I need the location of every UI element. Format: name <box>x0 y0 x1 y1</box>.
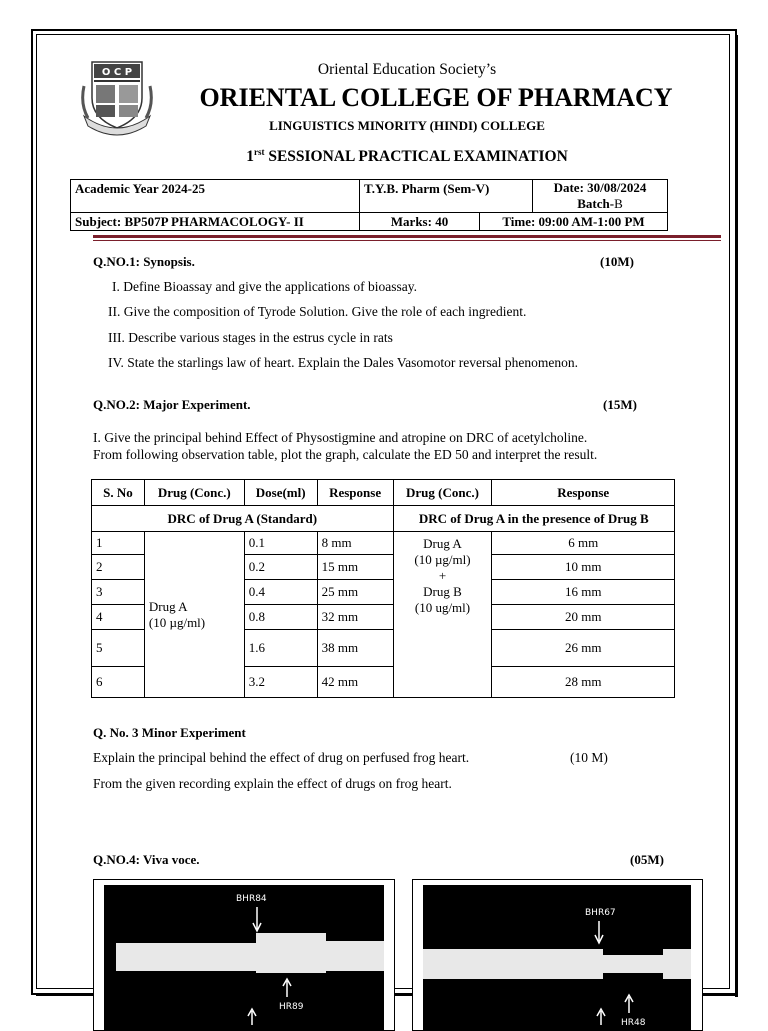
q1-marks: (10M) <box>600 254 634 269</box>
q3-title: Q. No. 3 Minor Experiment <box>93 725 246 740</box>
col-header-response-b: Response <box>492 480 675 506</box>
college-name: ORIENTAL COLLEGE OF PHARMACY <box>199 83 673 112</box>
group-header-standard: DRC of Drug A (Standard) <box>92 506 394 532</box>
subject: Subject: BP507P PHARMACOLOGY- II <box>71 213 360 231</box>
q1-title: Q.NO.1: Synopsis. <box>93 254 195 269</box>
q2-line-2: From following observation table, plot the graph, calculate the ED 50 and interpret the result. <box>93 447 598 462</box>
recording-right-bottom-label: HR48 <box>621 1018 646 1028</box>
col-header-drug-a: Drug (Conc.) <box>144 480 244 506</box>
table-row: 4 0.8 32 mm 20 mm <box>92 605 675 630</box>
drug-ab-cell: Drug A (10 µg/ml) + Drug B (10 ug/ml) <box>393 532 492 698</box>
exam-title: $1^{rst}$ SESSIONAL PRACTICAL EXAMINATION <box>246 147 568 166</box>
recording-left-bottom-label: HR89 <box>279 1002 304 1012</box>
table-header-row <box>92 480 675 506</box>
q4-marks: (05M) <box>630 852 664 867</box>
recording-left-top-label: BHR84 <box>236 894 267 904</box>
recording-right-top-label: BHR67 <box>585 908 616 918</box>
society-name: Oriental Education Society’s <box>317 61 497 78</box>
q2-title: Q.NO.2: Major Experiment. <box>93 397 251 412</box>
q4-title: Q.NO.4: Viva voce. <box>93 852 200 867</box>
header-divider-thick <box>93 235 721 238</box>
q3-marks: (10 M) <box>570 750 608 765</box>
q3-line-1: Explain the principal behind the effect of drug on perfused frog heart. <box>93 750 470 765</box>
q3-line-2: From the given recording explain the effect of drugs on frog heart. <box>93 776 452 791</box>
table-row: 5 1.6 38 mm 26 mm <box>92 630 675 667</box>
q1-item-1: I. Define Bioassay and give the applications of bioassay. <box>112 279 418 294</box>
col-header-response-a: Response <box>317 480 393 506</box>
q2-marks: (15M) <box>603 397 637 412</box>
college-logo-icon <box>80 56 154 138</box>
frog-heart-recording-left <box>93 879 395 1031</box>
logo-lettering: O C P <box>101 67 133 78</box>
table-row: 1 Drug A (10 µg/ml) 0.1 8 mm Drug A (10 µg/ml) + Drug B (10 ug/ml) 6 mm <box>92 532 675 555</box>
marks-total: Marks: 40 <box>360 213 480 231</box>
college-subtitle: LINGUISTICS MINORITY (HINDI) COLLEGE <box>269 118 545 133</box>
table-row: 2 0.2 15 mm 10 mm <box>92 555 675 580</box>
exam-info-table <box>70 179 668 231</box>
col-header-drug-ab: Drug (Conc.) <box>393 480 492 506</box>
academic-year: Academic Year 2024-25 <box>71 180 360 213</box>
table-row: 3 0.4 25 mm 16 mm <box>92 580 675 605</box>
col-header-sno: S. No <box>92 480 145 506</box>
q2-line-1: I. Give the principal behind Effect of Physostigmine and atropine on DRC of acetylcholine. <box>93 430 588 445</box>
q1-item-3: III. Describe various stages in the estrus cycle in rats <box>108 330 393 345</box>
class-name: T.Y.B. Pharm (Sem-V) <box>360 180 533 213</box>
observation-table <box>91 479 675 698</box>
frog-heart-recording-right <box>412 879 703 1031</box>
col-header-dose: Dose(ml) <box>244 480 317 506</box>
q1-item-2: II. Give the composition of Tyrode Solution. Give the role of each ingredient. <box>108 304 527 319</box>
q1-item-4: IV. State the starlings law of heart. Explain the Dales Vasomotor reversal phenomenon. <box>108 355 579 370</box>
table-row: 6 3.2 42 mm 28 mm <box>92 667 675 698</box>
drug-a-cell: Drug A (10 µg/ml) <box>144 532 244 698</box>
exam-time: Time: 09:00 AM-1:00 PM <box>480 213 668 231</box>
group-header-with-drug-b: DRC of Drug A in the presence of Drug B <box>393 506 674 532</box>
header-divider-thin <box>93 240 721 241</box>
page-border-shadow-right <box>735 35 738 997</box>
table-group-row <box>92 506 675 532</box>
date-batch: Date: 30/08/2024 Batch-B <box>533 180 668 213</box>
